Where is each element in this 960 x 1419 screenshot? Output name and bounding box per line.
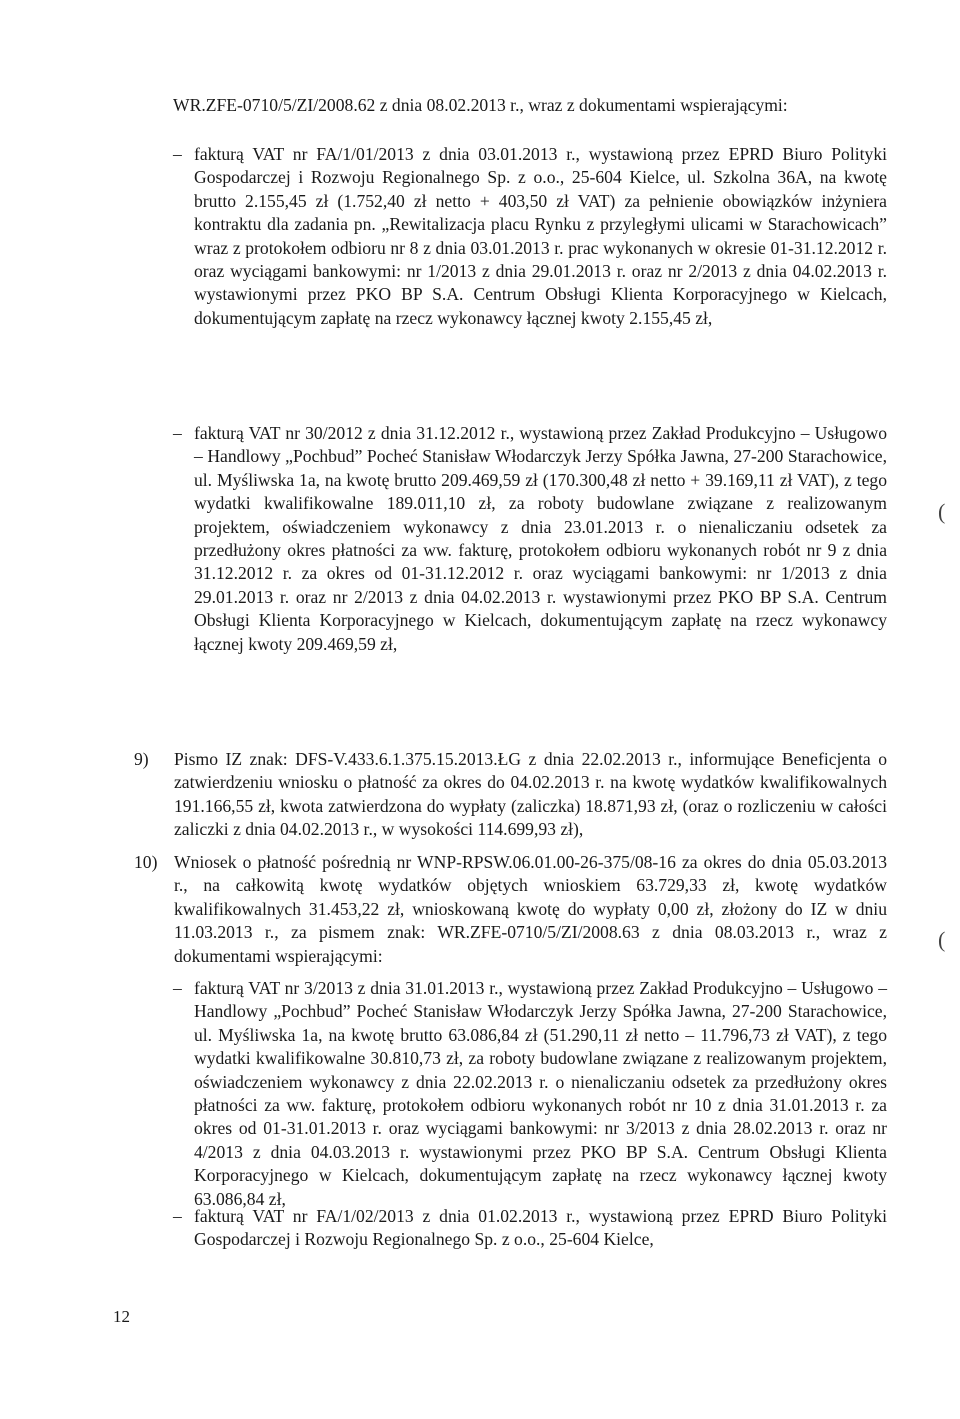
bullet-text: fakturą VAT nr FA/1/01/2013 z dnia 03.01.2013 r., wystawioną przez EPRD Biuro Polityki Gospodarczej i Rozwoju Regionalnego Sp. z o.o., 25-604 Kielce, ul. Szkolna 36A, na kwotę brutto 2.155,45 zł (1.752,40 zł netto + 403,50 zł VAT) za pełnienie obowiązków inżyniera kontraktu dla zadania pn. „Rewitalizacja placu Rynku z przyległymi ulicami w Starachowicach” wraz z protokołem odbioru nr 8 z dnia 03.01.2013 r. prac wykonanych w okresie 01-31.12.2012 r. oraz wyciągami bankowymi: nr 1/2013 z dnia 29.01.2013 r. oraz nr 2/2013 z dnia 04.02.2013 r. wystawionymi przez PKO BP S.A. Centrum Obsługi Klienta Korporacyjnego w Kielcach, dokumentującym zapłatę na rzecz wykonawcy łącznej kwoty 2.155,45 zł, bbox=[194, 144, 887, 328]
list-item-invoice-3-2013 bbox=[173, 977, 887, 1211]
numbered-item-10 bbox=[134, 851, 887, 968]
bullet-dash: – bbox=[173, 1206, 182, 1226]
list-item-invoice-fa-1-02-2013 bbox=[173, 1205, 887, 1252]
margin-bracket-mark: ( bbox=[938, 499, 946, 524]
item-number: 9) bbox=[134, 749, 149, 769]
intro-paragraph: WR.ZFE-0710/5/ZI/2008.62 z dnia 08.02.2013 r., wraz z dokumentami wspierającymi: bbox=[173, 95, 788, 115]
item-text: Pismo IZ znak: DFS-V.433.6.1.375.15.2013.ŁG z dnia 22.02.2013 r., informujące Beneficjenta o zatwierdzeniu wniosku o płatność za okres do 04.02.2013 r. na kwotę wydatków kwalifikowalnych 191.166,55 zł, kwota zatwierdzona do wypłaty (zaliczka) 18.871,93 zł, (oraz o rozliczeniu w całości zaliczki z dnia 04.02.2013 r., w wysokości 114.699,93 zł), bbox=[174, 749, 887, 840]
bullet-text: fakturą VAT nr FA/1/02/2013 z dnia 01.02.2013 r., wystawioną przez EPRD Biuro Polityki Gospodarczej i Rozwoju Regionalnego Sp. z o.o., 25-604 Kielce, bbox=[194, 1206, 887, 1250]
list-item-invoice-eprd bbox=[173, 143, 887, 330]
bullet-dash: – bbox=[173, 144, 182, 164]
numbered-item-9 bbox=[134, 748, 887, 842]
bullet-dash: – bbox=[173, 423, 182, 443]
bullet-text: fakturą VAT nr 3/2013 z dnia 31.01.2013 r., wystawioną przez Zakład Produkcyjno – Usługowo – Handlowy „Pochbud” Pocheć Stanisław Włodarczyk Jerzy Spółka Jawna, 27-200 Starachowice, ul. Myśliwska 1a, na kwotę brutto 63.086,84 zł (51.290,11 zł netto – 11.796,73 zł VAT), z tego wydatki kwalifikowalne 30.810,73 zł, za roboty budowlane związane z realizowanym projektem, oświadczeniem wykonawcy z dnia 22.02.2013 r. o nienaliczaniu odsetek za przedłużony okres płatności za ww. fakturę, protokołem odbioru wykonanych robót nr 10 z dnia 31.01.2013 r. za okres od 01-31.01.2013 r. oraz wyciągami bankowymi: nr 3/2013 z dnia 28.02.2013 r. oraz nr 4/2013 z dnia 04.03.2013 r. wystawionymi przez PKO BP S.A. Centrum Obsługi Klienta Korporacyjnego w Kielcach, dokumentującym zapłatę na rzecz wykonawcy łącznej kwoty 63.086,84 zł, bbox=[194, 978, 887, 1209]
bullet-dash: – bbox=[173, 978, 182, 998]
item-text: Wniosek o płatność pośrednią nr WNP-RPSW.06.01.00-26-375/08-16 za okres do dnia 05.03.2013 r., na całkowitą kwotę wydatków objętych wnioskiem 63.729,33 zł, kwotę wydatków kwalifikowalnych 31.453,22 zł, wnioskowaną kwotę do wypłaty 0,00 zł, złożony do IZ w dniu 11.03.2013 r., za pismem znak: WR.ZFE-0710/5/ZI/2008.63 z dnia 08.03.2013 r., wraz z dokumentami wspierającymi: bbox=[174, 852, 887, 966]
item-number: 10) bbox=[134, 852, 158, 872]
page-number: 12 bbox=[113, 1307, 130, 1326]
bullet-text: fakturą VAT nr 30/2012 z dnia 31.12.2012 r., wystawioną przez Zakład Produkcyjno – Usługowo – Handlowy „Pochbud” Pocheć Stanisław Włodarczyk Jerzy Spółka Jawna, 27-200 Starachowice, ul. Myśliwska 1a, na kwotę brutto 209.469,59 zł (170.300,48 zł netto + 39.169,11 zł VAT), z tego wydatki kwalifikowalne 189.011,10 zł, za roboty budowlane związane z realizowanym projektem, oświadczeniem wykonawcy z dnia 23.01.2013 r. o nienaliczaniu odsetek za przedłużony okres płatności za ww. fakturę, protokołem odbioru wykonanych robót nr 9 z dnia 31.12.2012 r. za okres od 01-31.12.2012 r. oraz wyciągami bankowymi: nr 1/2013 z dnia 29.01.2013 r. oraz nr 2/2013 z dnia 04.02.2013 r. wystawionymi przez PKO BP S.A. Centrum Obsługi Klienta Korporacyjnego w Kielcach, dokumentującym zapłatę na rzecz wykonawcy łącznej kwoty 209.469,59 zł, bbox=[194, 423, 887, 654]
list-item-invoice-pochbud bbox=[173, 422, 887, 656]
margin-bracket-mark: ( bbox=[938, 927, 946, 952]
